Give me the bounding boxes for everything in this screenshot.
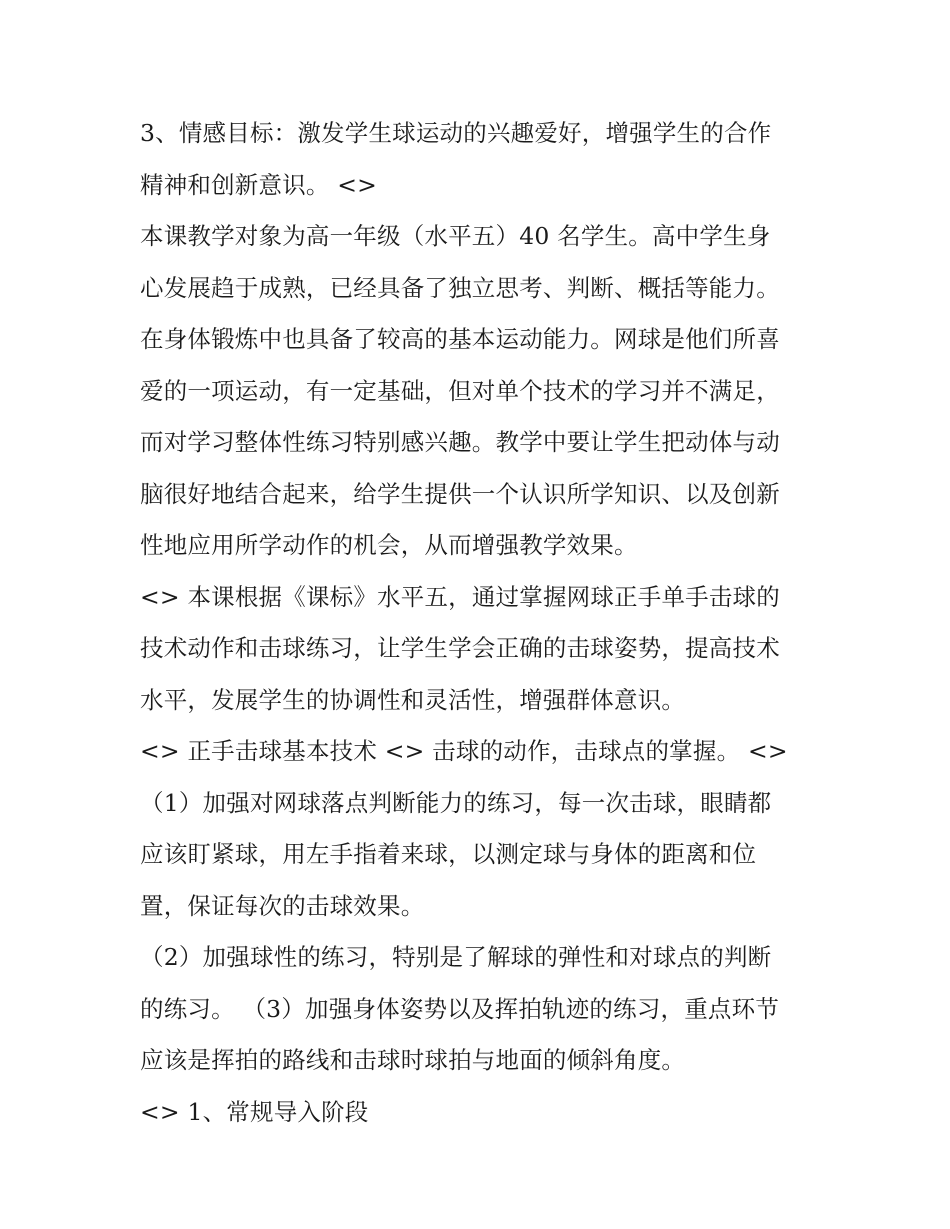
text-line: 3、情感目标：激发学生球运动的兴趣爱好，增强学生的合作 xyxy=(140,119,772,147)
text-line: 而对学习整体性练习特别感兴趣。教学中要让学生把动体与动 xyxy=(140,428,780,456)
text-line: 应该盯紧球，用左手指着来球，以测定球与身体的距离和位 xyxy=(140,840,757,868)
text-line: 应该是挥拍的路线和击球时球拍与地面的倾斜角度。 xyxy=(140,1046,686,1074)
text-line: 本课教学对象为高一年级（水平五）40 名学生。高中学生身 xyxy=(140,222,771,250)
text-line: （2）加强球性的练习，特别是了解球的弹性和对球点的判断 xyxy=(140,943,772,971)
document-body xyxy=(140,108,820,1138)
text-line: <> 1、常规导入阶段 xyxy=(140,1097,369,1126)
text-line: 在身体锻炼中也具备了较高的基本运动能力。网球是他们所喜 xyxy=(140,325,780,353)
text-line: 水平，发展学生的协调性和灵活性，增强群体意识。 xyxy=(140,685,686,714)
text-line: 心发展趋于成熟，已经具备了独立思考、判断、概括等能力。 xyxy=(140,273,780,302)
text-line: （1）加强对网球落点判断能力的练习，每一次击球，眼睛都 xyxy=(140,788,772,817)
text-line: 置，保证每次的击球效果。 xyxy=(140,891,425,920)
text-line: 性地应用所学动作的机会，从而增强教学效果。 xyxy=(140,531,638,559)
text-line: <> 正手击球基本技术 <> 击球的动作，击球点的掌握。 <> xyxy=(140,737,788,765)
text-line: 技术动作和击球练习，让学生学会正确的击球姿势，提高技术 xyxy=(140,634,780,662)
text-line: 爱的一项运动，有一定基础，但对单个技术的学习并不满足， xyxy=(140,376,780,405)
text-line: 精神和创新意识。 <> xyxy=(140,170,378,199)
text-line: 脑很好地结合起来，给学生提供一个认识所学知识、以及创新 xyxy=(140,479,780,508)
text-line: <> 本课根据《课标》水平五，通过掌握网球正手单手击球的 xyxy=(140,582,780,611)
text-line: 的练习。 （3）加强身体姿势以及挥拍轨迹的练习，重点环节 xyxy=(140,994,780,1023)
